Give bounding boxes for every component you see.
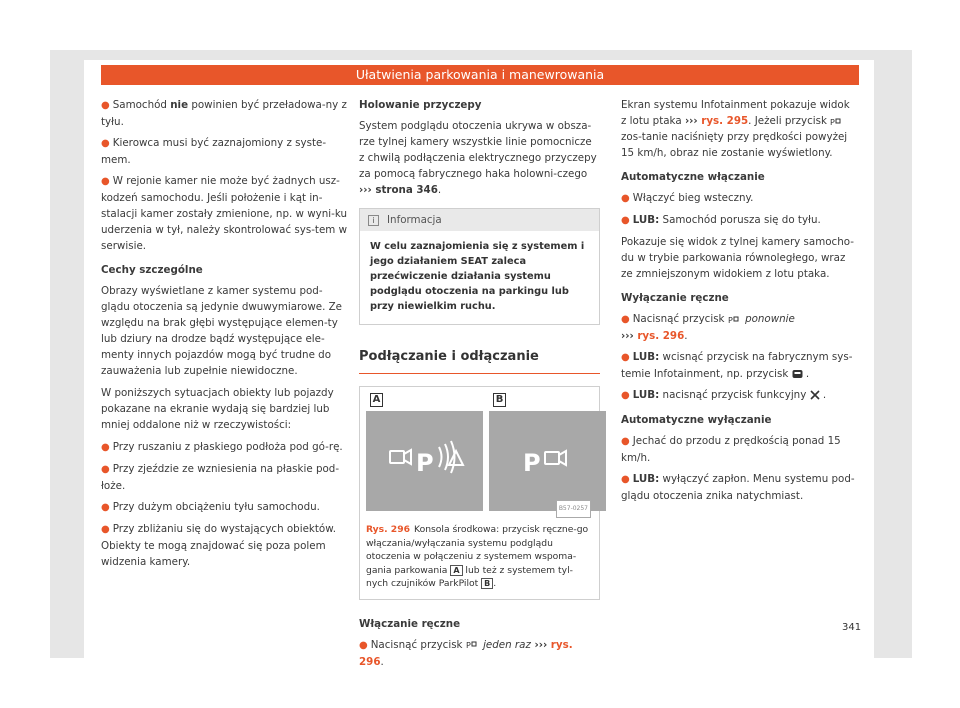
- column-3: [621, 97, 858, 509]
- subheading: Automatyczne włączanie: [621, 171, 765, 183]
- list-item: ● LUB: nacisnąć przycisk funkcyjny .: [621, 389, 827, 401]
- list-item: ● W rejonie kamer nie może być żadnych usz-kodzeń samochodu. Jeśli położenie i kąt in-stalacji kamer zostały zmienione, np. w wyni-ku uderzenia w tył, należy skontrolować sys-tem w serwisie.: [101, 175, 348, 252]
- figure-label-a: A: [370, 393, 383, 407]
- list-item: ● Przy dużym obciążeniu tyłu samochodu.: [101, 501, 320, 513]
- car-menu-icon: [792, 369, 803, 379]
- info-box: [359, 208, 600, 325]
- list-item: ● Przy zjeździe ze wzniesienia na płaskie pod-łoże.: [101, 463, 340, 492]
- info-header: i Informacja: [360, 209, 599, 231]
- subheading: Automatyczne wyłączanie: [621, 414, 772, 426]
- list-item: ● LUB: wyłączyć zapłon. Menu systemu pod-glądu otoczenia znika natychmiast.: [621, 473, 855, 502]
- list-item: ● LUB: Samochód porusza się do tyłu.: [621, 214, 821, 226]
- section-header: Ułatwienia parkowania i manewrowania: [101, 65, 859, 85]
- figure-code: B57-0257: [556, 500, 591, 518]
- list-item: ● Włączyć bieg wsteczny.: [621, 192, 754, 204]
- paragraph: Pokazuje się widok z tylnej kamery samocho-du w trybie parkowania równoległego, wraz ze zmniejszonym widokiem z lotu ptaka.: [621, 236, 854, 280]
- svg-text:P: P: [727, 315, 733, 324]
- subheading: Holowanie przyczepy: [359, 99, 482, 111]
- park-assist-camera-icon: [366, 411, 483, 511]
- console-panel-a: [366, 411, 483, 511]
- page-link[interactable]: strona 346: [371, 184, 438, 196]
- paragraph: System podglądu otoczenia ukrywa w obsza-rze tylnej kamery wszystkie linie pomocnicze z chwilą podłączenia elektrycznego przyczepy za pomocą fabrycznego haka holowni-czego ››› strona 346.: [359, 120, 597, 196]
- console-panel-b: [489, 411, 606, 511]
- figure-label-b: B: [493, 393, 506, 407]
- list-item: ● LUB: wcisnąć przycisk na fabrycznym sys-temie Infotainment, np. przycisk .: [621, 351, 853, 380]
- list-item: ● Nacisnąć przycisk P jeden raz ››› rys. 296.: [359, 638, 573, 668]
- section-title: Podłączanie i odłączanie: [359, 349, 600, 374]
- close-icon: [810, 390, 820, 400]
- list-item: ● Jechać do przodu z prędkością ponad 15 km/h.: [621, 435, 841, 464]
- list-item: ● Nacisnąć przycisk P ponownie ››› rys. 296.: [621, 313, 795, 342]
- subheading: Cechy szczególne: [101, 264, 203, 276]
- park-camera-button-icon: [830, 117, 844, 126]
- list-item: ● Kierowca musi być zaznajomiony z syste-mem.: [101, 137, 327, 166]
- info-body: W celu zaznajomienia się z systemem i jego działaniem SEAT zaleca przećwiczenie działania systemu podglądu otoczenia na parkingu lub przy niewielkim ruchu.: [370, 241, 585, 312]
- figure-images: [366, 393, 593, 517]
- paragraph: Obrazy wyświetlane z kamer systemu pod-glądu otoczenia są jedynie dwuwymiarowe. Ze względu na brak głębi występujące elemen-ty lub dziury na drodze bądź występujące ele-menty innych pojazdów mogą być trudne do zauważenia lub zupełnie niewidoczne.: [101, 285, 343, 377]
- svg-text:P: P: [465, 641, 471, 649]
- column-1: [101, 97, 351, 575]
- subheading: Włączanie ręczne: [359, 617, 461, 630]
- park-camera-button-icon: [728, 315, 742, 324]
- page-number: 341: [842, 622, 862, 633]
- paragraph: Ekran systemu Infotainment pokazuje widok z lotu ptaka ››› rys. 295. Jeżeli przycisk P zos-tanie naciśnięty przy prędkości powyżej 15 km/h, obraz nie zostanie wyświetlony.: [621, 99, 850, 159]
- list-item: ● Przy zbliżaniu się do wystających obiektów. Obiekty te mogą znajdować się poza polem widzenia kamery.: [101, 523, 336, 568]
- paragraph: W poniższych sytuacjach obiekty lub pojazdy pokazane na ekranie wydają się bardziej lub mniej oddalone niż w rzeczywistości:: [101, 387, 334, 431]
- figure-caption: Rys. 296 Konsola środkowa: przycisk ręczne-go włączania/wyłączania systemu podglądu otoczenia w połączeniu z systemem wspoma-gania parkowania A lub też z systemem tyl-nych czujników ParkPilot B .: [366, 524, 589, 589]
- figure: [359, 386, 600, 600]
- list-item: ● Przy ruszaniu z płaskiego podłoża pod gó-rę.: [101, 441, 343, 453]
- svg-text:P: P: [830, 117, 836, 126]
- svg-text:P: P: [416, 449, 434, 477]
- park-camera-button-icon: [466, 640, 480, 649]
- info-icon: i: [368, 215, 379, 226]
- park-camera-icon: [489, 411, 606, 511]
- figure-link[interactable]: rys. 296: [359, 638, 573, 668]
- figure-link[interactable]: rys. 295: [697, 115, 749, 127]
- figure-link[interactable]: rys. 296: [633, 330, 685, 342]
- list-item: ● Samochód nie powinien być przeładowa-ny z tyłu.: [101, 99, 347, 128]
- column-2: [359, 97, 600, 675]
- subheading: Wyłączanie ręczne: [621, 292, 729, 304]
- svg-text:P: P: [523, 449, 541, 477]
